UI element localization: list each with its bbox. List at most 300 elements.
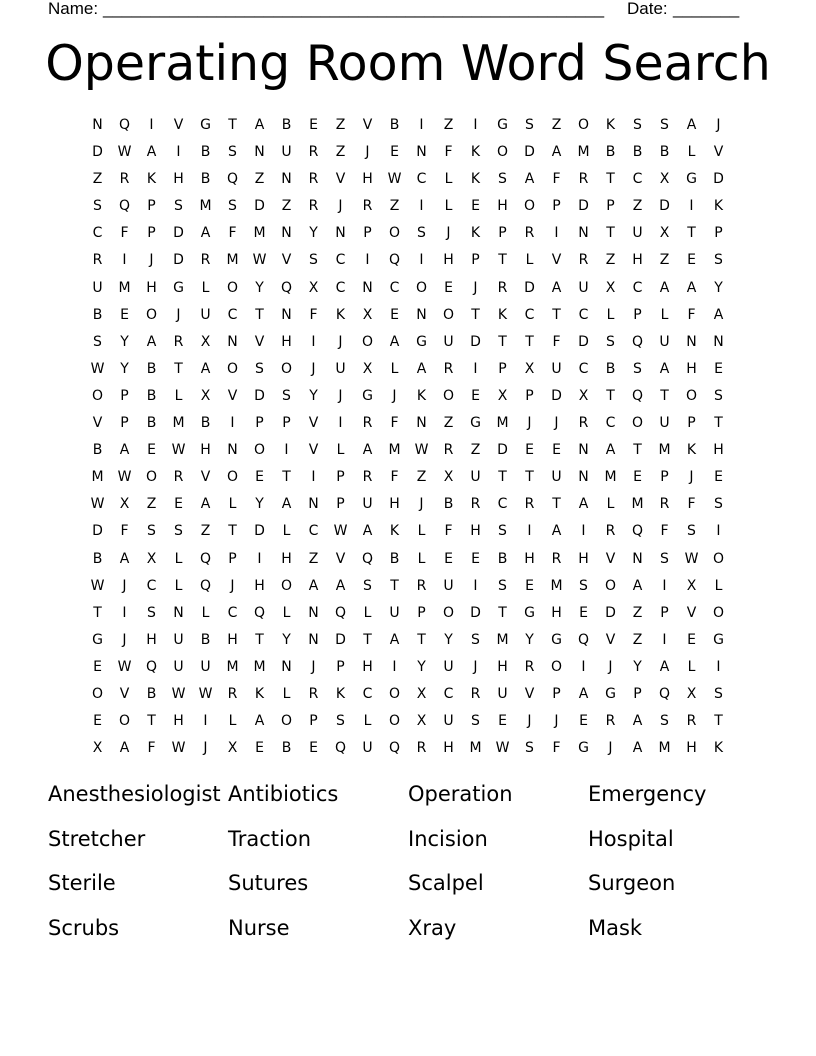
- grid-letter: Z: [335, 144, 346, 161]
- grid-letter: T: [714, 415, 723, 432]
- grid-letter: G: [200, 117, 211, 133]
- grid-letter: U: [200, 306, 211, 323]
- grid-letter: Z: [281, 198, 292, 215]
- grid-letter: L: [417, 550, 426, 567]
- grid-letter: C: [227, 306, 238, 323]
- grid-letter: V: [308, 415, 319, 432]
- grid-letter: F: [687, 496, 696, 513]
- grid-letter: J: [554, 713, 559, 730]
- grid-letter: C: [524, 306, 535, 323]
- grid-letter: S: [471, 631, 480, 648]
- grid-letter: A: [389, 333, 400, 350]
- grid-letter: X: [362, 360, 373, 377]
- grid-letter: T: [498, 604, 507, 621]
- grid-letter: I: [527, 523, 532, 540]
- grid-letter: U: [551, 469, 562, 486]
- grid-letter: K: [470, 171, 481, 188]
- grid-letter: G: [524, 604, 535, 621]
- grid-letter: J: [338, 387, 343, 404]
- grid-letter: U: [200, 658, 211, 675]
- grid-letter: M: [172, 415, 185, 432]
- grid-letter: N: [416, 415, 427, 432]
- grid-letter: O: [415, 279, 428, 296]
- grid-letter: P: [660, 604, 669, 621]
- grid-letter: F: [390, 469, 399, 486]
- grid-letter: X: [92, 740, 103, 757]
- grid-letter: M: [253, 225, 266, 242]
- grid-letter: B: [659, 144, 670, 161]
- grid-letter: R: [551, 550, 562, 567]
- grid-letter: Z: [254, 171, 265, 188]
- grid-letter: I: [716, 658, 721, 675]
- grid-letter: T: [498, 333, 507, 350]
- grid-letter: L: [606, 306, 615, 323]
- grid-letter: T: [606, 225, 615, 242]
- grid-letter: H: [686, 360, 697, 377]
- grid-letter: M: [469, 740, 482, 757]
- grid-letter: H: [470, 523, 481, 540]
- grid-letter: L: [201, 279, 210, 296]
- grid-letter: Q: [334, 604, 347, 621]
- grid-letter: C: [335, 252, 346, 269]
- grid-letter: M: [577, 144, 590, 161]
- grid-letter: T: [552, 306, 561, 323]
- grid-letter: Y: [309, 225, 318, 242]
- grid-letter: G: [497, 117, 508, 133]
- grid-letter: Z: [551, 117, 562, 133]
- grid-letter: C: [335, 279, 346, 296]
- grid-letter: M: [91, 469, 104, 486]
- grid-letter: R: [605, 713, 616, 730]
- grid-letter: U: [173, 631, 184, 648]
- grid-letter: T: [255, 631, 264, 648]
- grid-letter: D: [173, 252, 184, 269]
- grid-letter: E: [93, 713, 102, 730]
- grid-letter: B: [200, 631, 211, 648]
- grid-letter: M: [496, 631, 509, 648]
- word-list-item: Mask: [588, 916, 643, 941]
- grid-letter: J: [392, 387, 397, 404]
- grid-letter: B: [200, 171, 211, 188]
- grid-letter: Z: [389, 198, 400, 215]
- grid-letter: H: [146, 631, 157, 648]
- grid-letter: J: [689, 469, 694, 486]
- grid-letter: T: [228, 117, 237, 133]
- grid-letter: W: [171, 740, 186, 757]
- grid-letter: D: [578, 198, 589, 215]
- word-list-item: Emergency: [588, 782, 707, 806]
- grid-letter: D: [254, 198, 265, 215]
- grid-letter: K: [470, 144, 481, 161]
- grid-letter: I: [419, 117, 424, 133]
- grid-letter: O: [442, 306, 455, 323]
- grid-letter: M: [253, 658, 266, 675]
- grid-letter: B: [389, 550, 400, 567]
- grid-letter: E: [120, 306, 129, 323]
- grid-letter: Z: [92, 171, 103, 188]
- grid-letter: K: [686, 442, 697, 459]
- grid-letter: P: [498, 360, 507, 377]
- grid-letter: S: [714, 685, 723, 702]
- grid-letter: R: [362, 198, 373, 215]
- grid-letter: O: [712, 550, 725, 567]
- grid-letter: W: [495, 740, 510, 757]
- grid-letter: G: [416, 333, 427, 350]
- grid-letter: H: [281, 550, 292, 567]
- grid-letter: A: [119, 550, 130, 567]
- grid-letter: V: [200, 469, 211, 486]
- grid-letter: P: [552, 198, 561, 215]
- grid-letter: D: [92, 144, 103, 161]
- grid-letter: S: [147, 523, 156, 540]
- grid-letter: V: [605, 631, 616, 648]
- grid-letter: W: [684, 550, 699, 567]
- grid-letter: T: [228, 523, 237, 540]
- grid-letter: C: [632, 171, 643, 188]
- grid-letter: U: [443, 577, 454, 594]
- grid-letter: G: [470, 415, 481, 432]
- grid-letter: H: [443, 740, 454, 757]
- grid-letter: S: [633, 360, 642, 377]
- grid-letter: A: [146, 144, 157, 161]
- grid-letter: R: [416, 740, 427, 757]
- grid-letter: T: [498, 252, 507, 269]
- grid-letter: I: [311, 333, 316, 350]
- grid-letter: U: [443, 333, 454, 350]
- grid-letter: N: [281, 658, 292, 675]
- grid-letter: N: [578, 225, 589, 242]
- grid-letter: A: [686, 117, 697, 133]
- grid-letter: O: [118, 713, 131, 730]
- grid-letter: C: [578, 306, 589, 323]
- grid-letter: R: [605, 523, 616, 540]
- grid-letter: K: [389, 523, 400, 540]
- grid-letter: N: [308, 604, 319, 621]
- grid-letter: X: [200, 387, 211, 404]
- grid-letter: G: [578, 740, 589, 757]
- grid-letter: T: [714, 713, 723, 730]
- word-list-item: Xray: [408, 916, 457, 941]
- grid-letter: L: [174, 387, 183, 404]
- grid-letter: B: [146, 360, 157, 377]
- grid-letter: T: [552, 496, 561, 513]
- grid-letter: X: [416, 685, 427, 702]
- grid-letter: V: [227, 387, 238, 404]
- grid-letter: P: [633, 306, 642, 323]
- grid-letter: S: [579, 577, 588, 594]
- grid-letter: B: [146, 387, 157, 404]
- grid-letter: A: [362, 442, 373, 459]
- grid-letter: H: [632, 252, 643, 269]
- grid-letter: N: [416, 306, 427, 323]
- grid-letter: I: [581, 523, 586, 540]
- grid-letter: U: [335, 360, 346, 377]
- grid-letter: X: [605, 279, 616, 296]
- grid-letter: I: [149, 117, 154, 133]
- grid-letter: F: [147, 740, 156, 757]
- grid-letter: L: [282, 685, 291, 702]
- word-list-item: Stretcher: [48, 826, 146, 851]
- grid-letter: V: [254, 333, 265, 350]
- grid-letter: D: [524, 144, 535, 161]
- grid-letter: R: [470, 685, 481, 702]
- grid-letter: R: [308, 685, 319, 702]
- grid-letter: E: [309, 740, 318, 757]
- grid-letter: N: [227, 442, 238, 459]
- grid-letter: J: [527, 415, 532, 432]
- grid-letter: U: [632, 225, 643, 242]
- grid-letter: P: [687, 415, 696, 432]
- grid-letter: F: [552, 333, 561, 350]
- grid-letter: T: [660, 387, 669, 404]
- grid-letter: A: [281, 496, 292, 513]
- grid-letter: W: [414, 442, 429, 459]
- grid-letter: J: [203, 740, 208, 757]
- grid-letter: H: [389, 496, 400, 513]
- grid-letter: S: [498, 171, 507, 188]
- grid-letter: X: [578, 387, 589, 404]
- grid-letter: H: [173, 713, 184, 730]
- word-list-item: Anesthesiologist: [48, 782, 221, 806]
- grid-letter: J: [122, 631, 127, 648]
- grid-letter: D: [254, 523, 265, 540]
- grid-letter: B: [632, 144, 643, 161]
- grid-letter: R: [659, 496, 670, 513]
- grid-letter: W: [117, 144, 132, 161]
- grid-letter: Z: [335, 117, 346, 133]
- grid-letter: E: [255, 740, 264, 757]
- grid-letter: D: [470, 604, 481, 621]
- grid-letter: L: [282, 523, 291, 540]
- grid-letter: N: [308, 496, 319, 513]
- grid-letter: P: [147, 198, 156, 215]
- grid-letter: P: [255, 415, 264, 432]
- grid-letter: O: [631, 415, 644, 432]
- grid-letter: U: [443, 658, 454, 675]
- grid-letter: T: [282, 469, 291, 486]
- grid-letter: N: [335, 225, 346, 242]
- grid-letter: S: [93, 198, 102, 215]
- grid-letter: K: [146, 171, 157, 188]
- grid-letter: N: [254, 144, 265, 161]
- grid-letter: K: [416, 387, 427, 404]
- grid-letter: A: [362, 523, 373, 540]
- name-label: Name:: [48, 0, 103, 18]
- grid-letter: O: [577, 117, 590, 133]
- grid-letter: L: [336, 442, 345, 459]
- grid-letter: N: [713, 333, 724, 350]
- grid-letter: K: [497, 306, 508, 323]
- grid-letter: P: [120, 415, 129, 432]
- grid-letter: O: [145, 306, 158, 323]
- grid-letter: A: [254, 713, 265, 730]
- grid-letter: Z: [659, 252, 670, 269]
- grid-letter: O: [253, 442, 266, 459]
- grid-letter: E: [255, 469, 264, 486]
- grid-letter: X: [308, 279, 319, 296]
- grid-letter: C: [389, 279, 400, 296]
- grid-letter: S: [363, 577, 372, 594]
- grid-letter: A: [578, 685, 589, 702]
- grid-letter: R: [524, 658, 535, 675]
- grid-letter: H: [254, 577, 265, 594]
- grid-letter: H: [443, 252, 454, 269]
- grid-letter: P: [552, 685, 561, 702]
- grid-letter: W: [117, 658, 132, 675]
- grid-letter: P: [336, 469, 345, 486]
- grid-letter: F: [390, 415, 399, 432]
- grid-letter: U: [551, 360, 562, 377]
- grid-letter: Z: [632, 631, 643, 648]
- grid-letter: A: [551, 279, 562, 296]
- grid-letter: D: [497, 442, 508, 459]
- grid-letter: H: [497, 198, 508, 215]
- grid-letter: E: [714, 469, 723, 486]
- grid-letter: E: [309, 117, 318, 133]
- grid-letter: Q: [118, 198, 131, 215]
- grid-letter: R: [308, 198, 319, 215]
- grid-letter: B: [605, 360, 616, 377]
- grid-letter: U: [362, 740, 373, 757]
- grid-letter: P: [336, 658, 345, 675]
- grid-letter: T: [606, 171, 615, 188]
- grid-letter: Z: [470, 442, 481, 459]
- grid-letter: O: [388, 225, 401, 242]
- grid-letter: U: [362, 496, 373, 513]
- grid-letter: X: [659, 171, 670, 188]
- grid-letter: Y: [444, 631, 453, 648]
- grid-letter: E: [525, 442, 534, 459]
- grid-letter: Z: [416, 469, 427, 486]
- grid-letter: A: [389, 631, 400, 648]
- grid-letter: I: [392, 658, 397, 675]
- grid-letter: L: [201, 604, 210, 621]
- grid-letter: J: [473, 279, 478, 296]
- grid-letter: R: [524, 496, 535, 513]
- grid-letter: Q: [631, 387, 644, 404]
- grid-letter: I: [203, 713, 208, 730]
- grid-letter: T: [633, 442, 642, 459]
- grid-letter: U: [497, 685, 508, 702]
- grid-letter: A: [632, 713, 643, 730]
- grid-letter: Y: [417, 658, 426, 675]
- header: [0, 0, 816, 20]
- grid-letter: N: [173, 604, 184, 621]
- grid-letter: N: [416, 144, 427, 161]
- grid-letter: C: [92, 225, 103, 242]
- grid-letter: R: [524, 225, 535, 242]
- grid-letter: U: [470, 469, 481, 486]
- grid-letter: P: [309, 713, 318, 730]
- grid-letter: J: [554, 415, 559, 432]
- grid-letter: R: [416, 577, 427, 594]
- grid-letter: A: [632, 577, 643, 594]
- grid-letter: P: [282, 415, 291, 432]
- grid-letter: V: [92, 415, 103, 432]
- grid-letter: D: [470, 333, 481, 350]
- grid-letter: S: [282, 387, 291, 404]
- grid-letter: A: [308, 577, 319, 594]
- grid-letter: E: [687, 252, 696, 269]
- grid-letter: I: [419, 198, 424, 215]
- grid-letter: N: [578, 469, 589, 486]
- grid-letter: Y: [525, 631, 534, 648]
- grid-letter: Y: [255, 496, 264, 513]
- grid-letter: W: [90, 360, 105, 377]
- grid-letter: R: [362, 469, 373, 486]
- grid-letter: W: [90, 496, 105, 513]
- grid-letter: E: [579, 604, 588, 621]
- grid-letter: C: [416, 171, 427, 188]
- date-blank: _______: [673, 0, 740, 18]
- grid-letter: M: [496, 415, 509, 432]
- grid-letter: K: [335, 306, 346, 323]
- grid-letter: A: [605, 442, 616, 459]
- grid-letter: C: [605, 415, 616, 432]
- grid-letter: H: [227, 631, 238, 648]
- grid-letter: D: [173, 225, 184, 242]
- grid-letter: Q: [280, 279, 293, 296]
- grid-letter: R: [497, 279, 508, 296]
- grid-letter: T: [498, 469, 507, 486]
- grid-letter: I: [311, 469, 316, 486]
- grid-letter: S: [174, 523, 183, 540]
- grid-letter: W: [387, 171, 402, 188]
- grid-letter: V: [173, 117, 184, 133]
- grid-letter: Q: [226, 171, 239, 188]
- grid-letter: T: [606, 387, 615, 404]
- grid-letter: A: [119, 740, 130, 757]
- grid-letter: O: [388, 685, 401, 702]
- grid-letter: R: [470, 496, 481, 513]
- grid-letter: Z: [308, 550, 319, 567]
- grid-letter: S: [525, 740, 534, 757]
- grid-letter: A: [632, 740, 643, 757]
- grid-letter: S: [93, 333, 102, 350]
- grid-letter: B: [92, 306, 103, 323]
- grid-letter: H: [497, 658, 508, 675]
- grid-letter: B: [443, 496, 454, 513]
- grid-letter: J: [608, 740, 613, 757]
- grid-letter: S: [147, 604, 156, 621]
- grid-letter: A: [146, 333, 157, 350]
- grid-letter: N: [281, 225, 292, 242]
- grid-letter: R: [578, 252, 589, 269]
- grid-letter: Q: [631, 333, 644, 350]
- grid-letter: F: [552, 171, 561, 188]
- grid-letter: H: [146, 279, 157, 296]
- grid-letter: L: [444, 171, 453, 188]
- grid-letter: O: [712, 604, 725, 621]
- grid-letter: A: [200, 496, 211, 513]
- grid-letter: S: [633, 117, 642, 133]
- grid-letter: Z: [443, 415, 454, 432]
- grid-letter: Q: [334, 740, 347, 757]
- grid-letter: C: [227, 604, 238, 621]
- grid-letter: I: [581, 658, 586, 675]
- word-list-item: Scrubs: [48, 916, 120, 941]
- grid-letter: Z: [632, 198, 643, 215]
- grid-letter: O: [442, 604, 455, 621]
- grid-letter: S: [228, 144, 237, 161]
- grid-letter: Y: [120, 360, 129, 377]
- grid-letter: R: [308, 144, 319, 161]
- grid-letter: W: [171, 685, 186, 702]
- grid-letter: F: [444, 523, 453, 540]
- grid-letter: A: [200, 360, 211, 377]
- grid-letter: X: [362, 306, 373, 323]
- grid-letter: A: [254, 117, 265, 133]
